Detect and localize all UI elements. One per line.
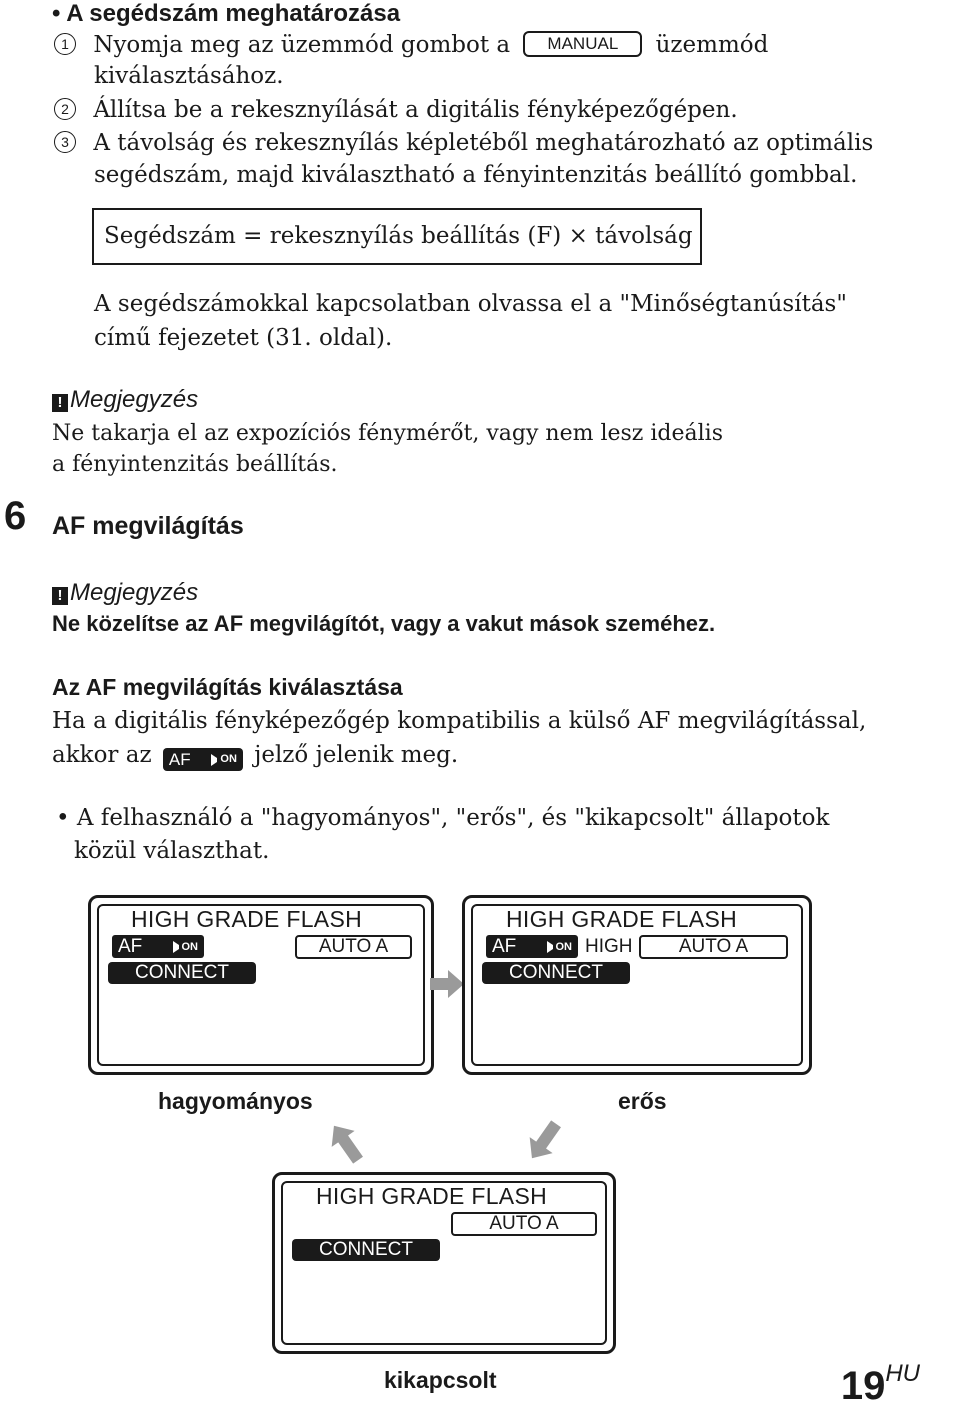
- warning-icon: !: [52, 394, 68, 412]
- on-label: ON: [181, 940, 198, 953]
- lcd-panel-off: [272, 1172, 616, 1354]
- paragraph-text: akkor az: [52, 742, 152, 768]
- paragraph-line-1: Ha a digitális fényképezőgép kompatibilis a külső AF megvilágítással,: [52, 708, 867, 734]
- page-number: [841, 1360, 920, 1409]
- lcd-title: HIGH GRADE FLASH: [506, 906, 738, 932]
- page-language-suffix: HU: [885, 1360, 920, 1387]
- step-2: [54, 95, 738, 126]
- step-1: [54, 30, 768, 61]
- af-label: AF: [118, 935, 143, 957]
- connect-indicator: CONNECT: [482, 962, 630, 984]
- arrow-up-left-icon: [326, 1120, 366, 1166]
- connect-indicator: CONNECT: [292, 1239, 440, 1261]
- page-number-value: 19: [840, 1364, 886, 1408]
- lamp-icon: [546, 940, 556, 954]
- heading-text: A segédszám meghatározása: [66, 0, 401, 27]
- formula-box: Segédszám = rekesznyílás beállítás (F) × távolság: [92, 208, 702, 265]
- step-number: 3: [54, 131, 76, 153]
- af-label: AF: [168, 750, 191, 769]
- section-number: 6: [4, 494, 27, 538]
- af-illuminator-badge: [163, 748, 243, 771]
- bullet: •: [52, 0, 61, 27]
- section-heading: [52, 0, 400, 28]
- bullet-line-2: közül választhat.: [74, 838, 270, 864]
- section-title: AF megvilágítás: [52, 512, 244, 540]
- caption-high: erős: [618, 1088, 667, 1114]
- af-illuminator-icon: [546, 940, 573, 954]
- af-label: AF: [492, 935, 517, 957]
- warning-icon: !: [52, 587, 68, 605]
- auto-a-indicator: AUTO A: [451, 1212, 597, 1236]
- note-title: Megjegyzés: [70, 579, 199, 606]
- caption-off: kikapcsolt: [384, 1367, 497, 1393]
- note-heading: [52, 386, 198, 414]
- lamp-icon: [210, 753, 220, 767]
- on-label: ON: [220, 753, 237, 765]
- on-label: ON: [555, 940, 572, 953]
- lcd-panel-high: [462, 895, 812, 1075]
- high-indicator: HIGH: [585, 936, 633, 957]
- step-text-after: üzemmód: [655, 32, 769, 58]
- note-2-text: Ne közelítse az AF megvilágítót, vagy a vakut mások szeméhez.: [52, 611, 716, 636]
- step-1-continuation: kiválasztásához.: [94, 63, 284, 89]
- step-text: Nyomja meg az üzemmód gombot a: [93, 32, 511, 58]
- note-title: Megjegyzés: [70, 386, 199, 413]
- caption-normal: hagyományos: [158, 1088, 313, 1114]
- connect-indicator: CONNECT: [108, 962, 256, 984]
- bullet: •: [56, 805, 70, 831]
- step-text: Állítsa be a rekesznyílását a digitális fényképezőgépen.: [93, 97, 738, 123]
- step-3-continuation: segédszám, majd kiválasztható a fényintenzitás beállító gombbal.: [94, 162, 858, 188]
- af-illuminator-icon: [210, 744, 237, 775]
- arrow-down-left-icon: [524, 1118, 564, 1164]
- paragraph-line-2: [52, 740, 458, 771]
- auto-a-indicator: AUTO A: [639, 935, 788, 959]
- paragraph-text-after: jelző jelenik meg.: [254, 742, 459, 768]
- lcd-panel-normal: [88, 895, 434, 1075]
- af-illuminator-badge: [486, 935, 578, 958]
- auto-a-indicator: AUTO A: [295, 935, 412, 959]
- note-heading-2: [52, 579, 198, 607]
- note-line-1: Ne takarja el az expozíciós fénymérőt, vagy nem lesz ideális: [52, 421, 723, 446]
- bullet-text: A felhasználó a "hagyományos", "erős", és "kikapcsolt" állapotok: [76, 805, 830, 831]
- reference-line-2: című fejezetet (31. oldal).: [94, 325, 393, 351]
- lamp-icon: [172, 940, 182, 954]
- bullet-line-1: [56, 803, 829, 834]
- reference-line-1: A segédszámokkal kapcsolatban olvassa el a "Minőségtanúsítás": [94, 291, 847, 317]
- lcd-title: HIGH GRADE FLASH: [131, 906, 363, 932]
- step-3: [54, 128, 873, 159]
- af-illuminator-badge: [112, 935, 204, 958]
- manual-button: MANUAL: [523, 31, 642, 57]
- af-illuminator-icon: [172, 940, 199, 954]
- note-line-2: a fényintenzitás beállítás.: [52, 452, 338, 477]
- subheading: Az AF megvilágítás kiválasztása: [52, 674, 403, 700]
- lcd-title: HIGH GRADE FLASH: [316, 1183, 548, 1209]
- step-number: 2: [54, 98, 76, 120]
- step-number: 1: [54, 33, 76, 55]
- step-text: A távolság és rekesznyílás képletéből meghatározható az optimális: [93, 130, 874, 156]
- arrow-right-icon: [428, 968, 466, 1000]
